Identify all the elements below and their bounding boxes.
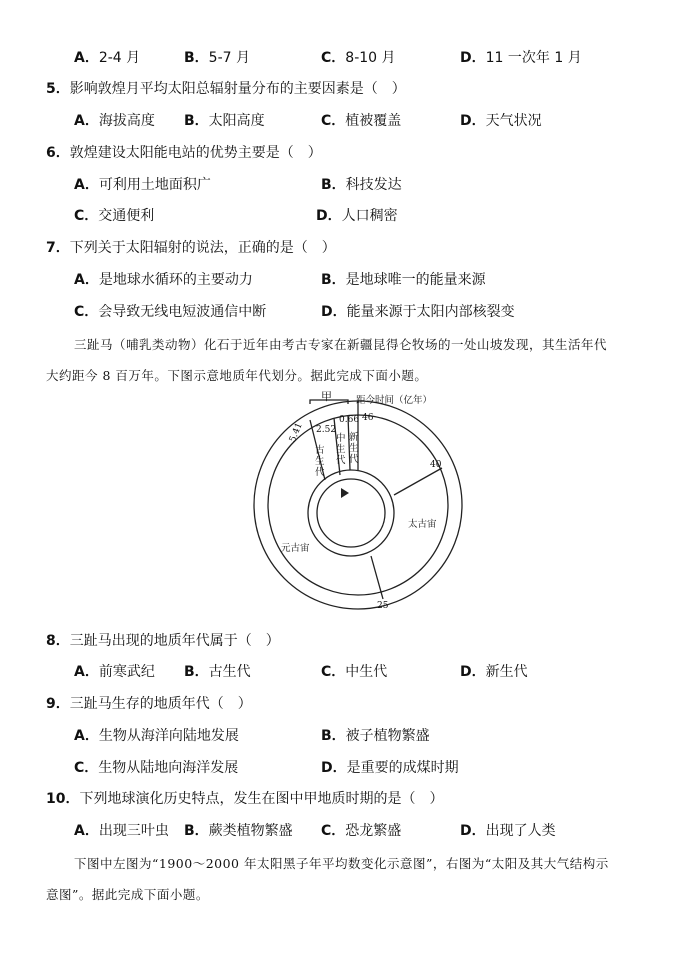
q10-option-d: D．出现了人类 bbox=[460, 823, 556, 839]
q6-option-d: D．人口稠密 bbox=[316, 208, 398, 224]
q4-option-b: B．5-7 月 bbox=[184, 50, 250, 66]
inner-spiral-outer bbox=[308, 470, 394, 556]
q6-option-b: B．科技发达 bbox=[321, 177, 402, 193]
q9-option-d: D．是重要的成煤时期 bbox=[321, 760, 459, 776]
q5-option-c: C．植被覆盖 bbox=[321, 113, 402, 129]
tick-252: 2.52 bbox=[316, 425, 337, 435]
passage-2-line-2: 意图”。据此完成下面小题。 bbox=[46, 887, 209, 902]
era-cenozoic: 新生代 bbox=[349, 432, 359, 465]
q5-option-a: A．海拔高度 bbox=[74, 113, 155, 129]
tick-066: 0.66 bbox=[339, 415, 360, 425]
inner-spiral-inner bbox=[317, 479, 385, 547]
diagram-jia-label: 甲 bbox=[321, 390, 332, 403]
passage-1-line-2: 大约距今 8 百万年。下图示意地质年代划分。据此完成下面小题。 bbox=[46, 368, 428, 383]
tick-541: 5.41 bbox=[288, 421, 305, 444]
q4-option-d: D．11 一次年 1 月 bbox=[460, 50, 582, 66]
q4-option-a: A．2-4 月 bbox=[74, 50, 141, 66]
era-mesozoic: 中生代 bbox=[336, 433, 346, 466]
question-10: 10．下列地球演化历史特点，发生在图中甲地质时期的是（ ） bbox=[46, 791, 444, 807]
question-9: 9．三趾马生存的地质年代（ ） bbox=[46, 696, 252, 712]
q5-option-d: D．天气状况 bbox=[460, 113, 542, 129]
spiral-arrow-icon bbox=[341, 488, 349, 498]
q6-option-c: C．交通便利 bbox=[74, 208, 155, 224]
passage-1-line-1: 三趾马（哺乳类动物）化石于近年由考古专家在新疆昆得仑牧场的一处山坡发现，其生活年代 bbox=[74, 337, 608, 352]
q10-option-c: C．恐龙繁盛 bbox=[321, 823, 402, 839]
eon-proterozoic: 元古宙 bbox=[281, 543, 310, 554]
diagram-time-axis-label: 距今时间（亿年） bbox=[356, 395, 433, 406]
q9-option-c: C．生物从陆地向海洋发展 bbox=[74, 760, 239, 776]
tick-46: 46 bbox=[362, 413, 374, 423]
question-5: 5．影响敦煌月平均太阳总辐射量分布的主要因素是（ ） bbox=[46, 81, 406, 97]
q10-option-a: A．出现三叶虫 bbox=[74, 823, 169, 839]
q7-option-c: C．会导致无线电短波通信中断 bbox=[74, 304, 267, 320]
passage-2-line-1: 下图中左图为“1900～2000 年太阳黑子年平均数变化示意图”，右图为“太阳及其大气结构示 bbox=[74, 856, 609, 871]
divider-25 bbox=[371, 556, 383, 599]
tick-25: 25 bbox=[377, 601, 389, 611]
q9-option-a: A．生物从海洋向陆地发展 bbox=[74, 728, 239, 744]
q8-option-c: C．中生代 bbox=[321, 664, 388, 680]
q7-option-a: A．是地球水循环的主要动力 bbox=[74, 272, 253, 288]
question-8: 8．三趾马出现的地质年代属于（ ） bbox=[46, 633, 280, 649]
q8-option-a: A．前寒武纪 bbox=[74, 664, 155, 680]
q4-option-c: C．8-10 月 bbox=[321, 50, 396, 66]
divider-40 bbox=[394, 468, 442, 495]
q5-option-b: B．太阳高度 bbox=[184, 113, 265, 129]
q7-option-b: B．是地球唯一的能量来源 bbox=[321, 272, 486, 288]
eon-archean: 太古宙 bbox=[408, 519, 437, 530]
era-paleozoic: 古生代 bbox=[315, 445, 325, 478]
q7-option-d: D．能量来源于太阳内部核裂变 bbox=[321, 304, 515, 320]
q8-option-d: D．新生代 bbox=[460, 664, 528, 680]
q6-option-a: A．可利用土地面积广 bbox=[74, 177, 211, 193]
question-7: 7．下列关于太阳辐射的说法，正确的是（ ） bbox=[46, 240, 336, 256]
q10-option-b: B．蕨类植物繁盛 bbox=[184, 823, 293, 839]
tick-40: 40 bbox=[430, 460, 442, 470]
q9-option-b: B．被子植物繁盛 bbox=[321, 728, 430, 744]
question-6: 6．敦煌建设太阳能电站的优势主要是（ ） bbox=[46, 145, 322, 161]
q8-option-b: B．古生代 bbox=[184, 664, 251, 680]
